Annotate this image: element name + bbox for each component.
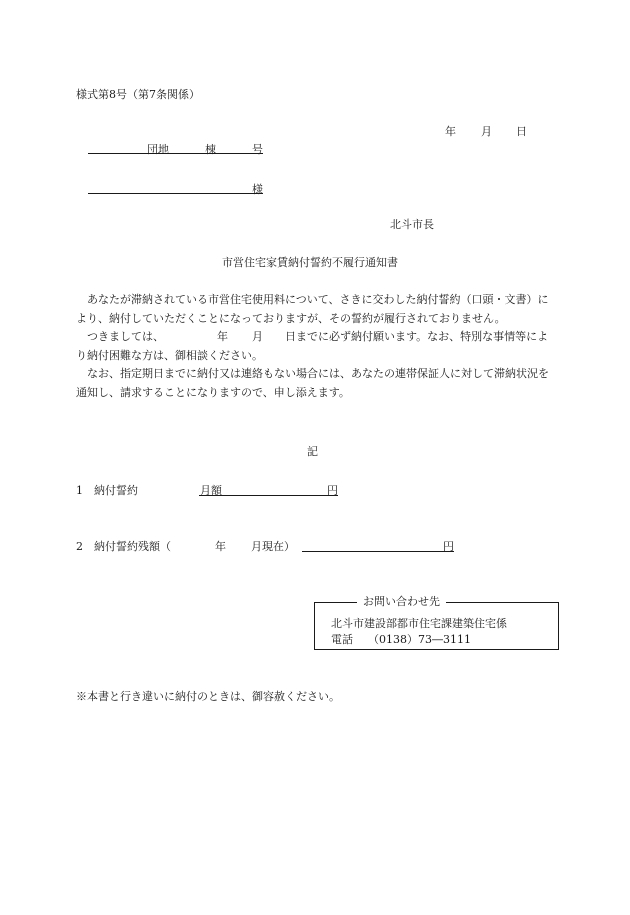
address-number-label: 号 <box>252 143 263 156</box>
date-year-label: 年 <box>445 125 456 138</box>
item-2-label: 2 納付誓約残額（ <box>76 540 171 553</box>
contact-box <box>314 595 559 650</box>
contact-phone-label: 電話 <box>331 633 353 646</box>
sender: 北斗市長 <box>390 218 434 231</box>
body-paragraph-3: なお、指定期日までに納付又は連絡もない場合には、あなたの連帯保証人に対して滞納状況を通知し、請求することになりますので、申し添えます。 <box>76 367 549 399</box>
item-1-monthly-label: 月額 <box>200 484 222 497</box>
recipient-suffix: 様 <box>252 183 263 196</box>
body-text <box>76 291 554 402</box>
item-1-label: 1 納付誓約 <box>76 484 138 497</box>
date-month-label: 月 <box>481 125 492 138</box>
item-2-underline <box>302 551 454 552</box>
address-underline <box>88 153 263 154</box>
body-p2-month: 月 <box>252 330 263 343</box>
item-2-month-current-label: 月現在） <box>251 540 295 553</box>
body-p2-suffix: 日までに必ず納付願います。なお、特別な事情等により納付困難な方は、御相談ください。 <box>76 330 549 362</box>
body-paragraph-1: あなたが滞納されている市営住宅使用料について、さきに交わした納付誓約（口頭・文書）により、納付していただくことになっておりますが、その誓約が履行されておりません。 <box>76 293 549 325</box>
address-danchi-label: 団地 <box>147 143 169 156</box>
body-p2-prefix: つきましては、 <box>87 330 164 343</box>
form-number: 様式第8号（第7条関係） <box>76 88 200 101</box>
ki-heading: 記 <box>307 445 318 458</box>
date-day-label: 日 <box>516 125 527 138</box>
recipient-underline <box>88 193 263 194</box>
contact-legend: お問い合わせ先 <box>357 595 446 609</box>
body-paragraph-2 <box>76 328 554 365</box>
contact-department: 北斗市建設部都市住宅課建築住宅係 <box>331 617 507 630</box>
contact-phone-number: （0138）73―3111 <box>368 633 471 646</box>
document-title: 市営住宅家賃納付誓約不履行通知書 <box>222 256 398 269</box>
body-p2-year: 年 <box>217 330 228 343</box>
item-2-year-label: 年 <box>215 540 226 553</box>
item-2-yen-label: 円 <box>443 540 454 553</box>
footnote: ※本書と行き違いに納付のときは、御容赦ください。 <box>76 690 340 703</box>
item-1-underline <box>199 495 338 496</box>
address-building-label: 棟 <box>205 143 216 156</box>
item-1-yen-label: 円 <box>327 484 338 497</box>
